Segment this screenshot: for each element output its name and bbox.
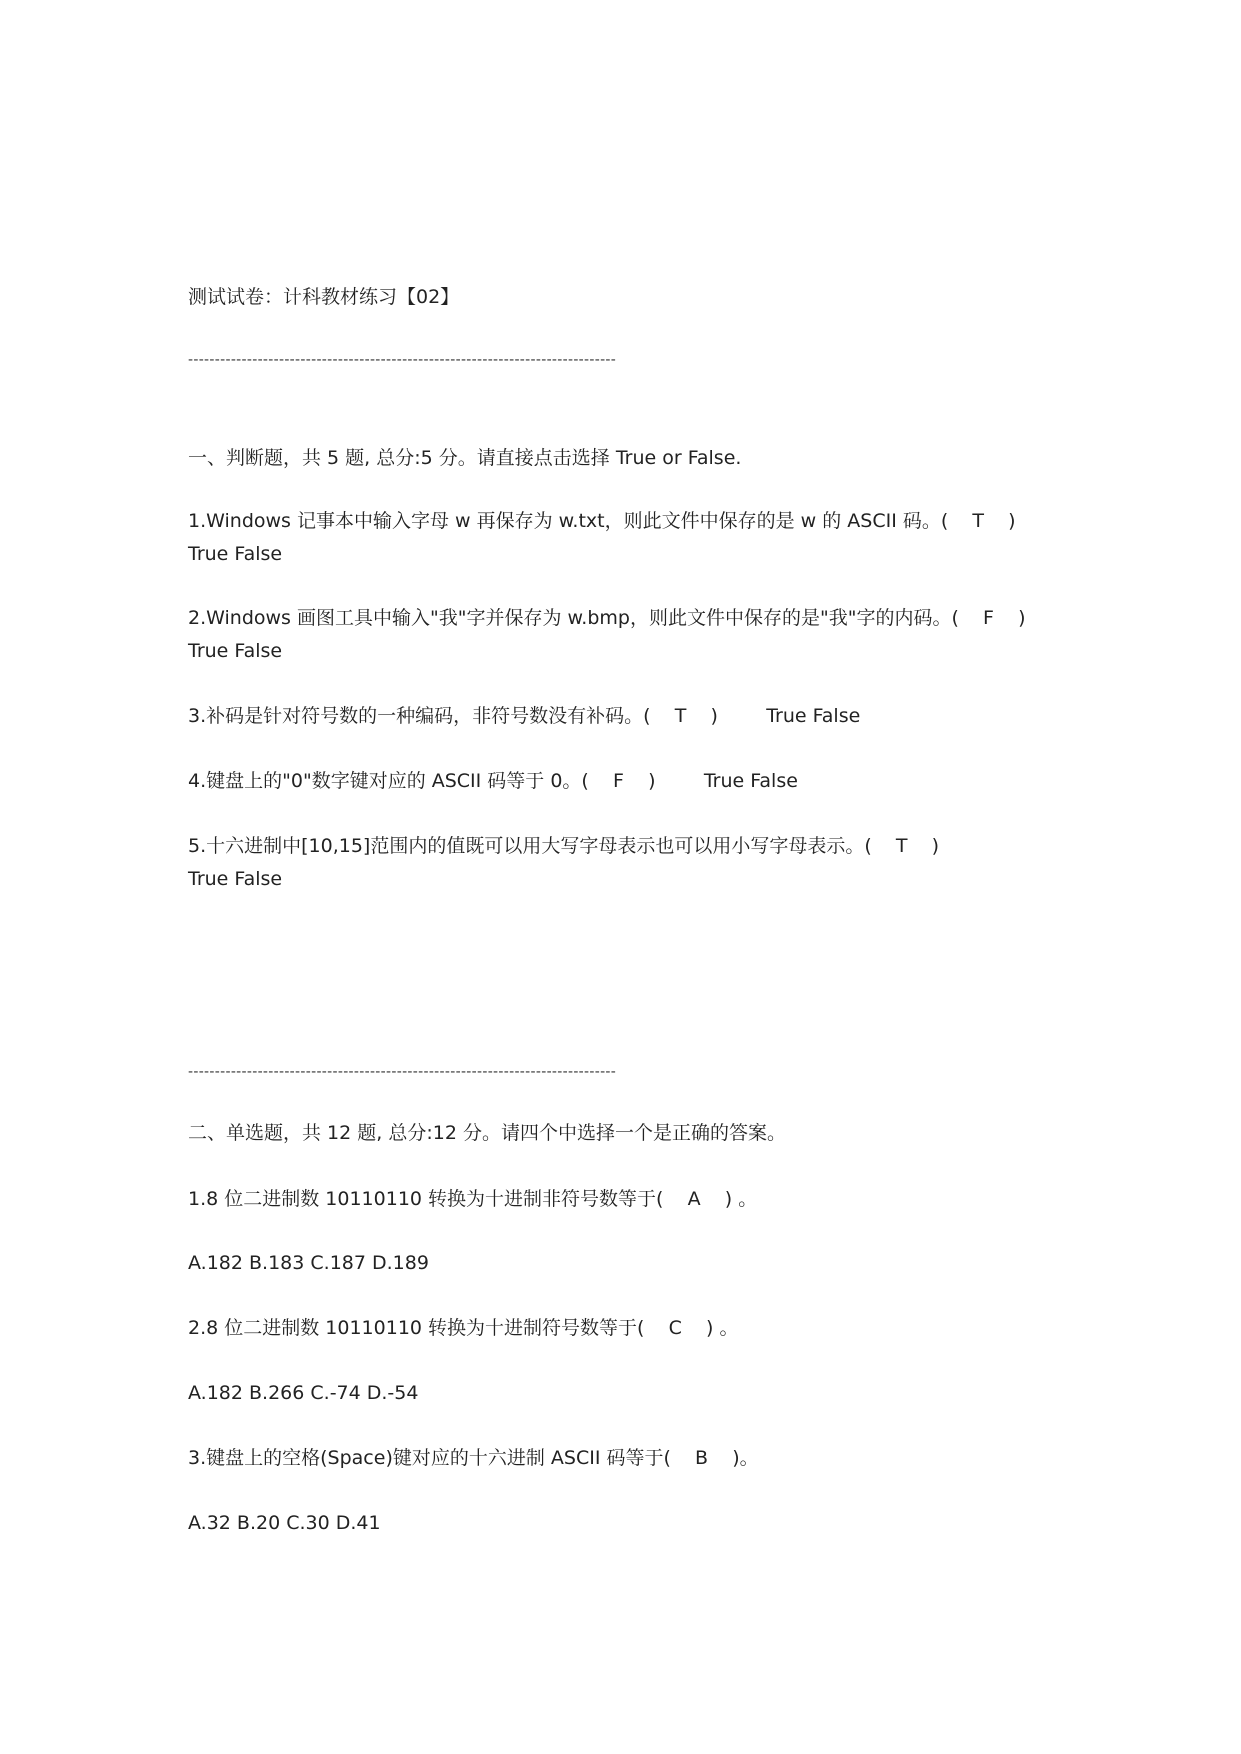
choice-question: 3.键盘上的空格(Space)键对应的十六进制 ASCII 码等于( B )。 — [188, 1447, 759, 1469]
tf-question: 4.键盘上的"0"数字键对应的 ASCII 码等于 0。( F ) True False — [188, 770, 798, 792]
choice-options: A.182 B.266 C.-74 D.-54 — [188, 1382, 419, 1404]
divider-middle: -------------------------------------------------------------------------------- — [188, 1064, 617, 1080]
tf-question: 1.Windows 记事本中输入字母 w 再保存为 w.txt，则此文件中保存的是 w 的 ASCII 码。( T ) — [188, 510, 1016, 532]
divider-top: -------------------------------------------------------------------------------- — [188, 352, 617, 368]
choice-options: A.182 B.183 C.187 D.189 — [188, 1252, 429, 1274]
choice-question: 1.8 位二进制数 10110110 转换为十进制非符号数等于( A ) 。 — [188, 1188, 758, 1210]
tf-question: 5.十六进制中[10,15]范围内的值既可以用大写字母表示也可以用小写字母表示。( T ) — [188, 835, 940, 857]
tf-question: 3.补码是针对符号数的一种编码，非符号数没有补码。( T ) True False — [188, 705, 861, 727]
choice-question: 2.8 位二进制数 10110110 转换为十进制符号数等于( C ) 。 — [188, 1317, 739, 1339]
tf-options: True False — [188, 640, 283, 662]
section-heading: 一、判断题，共 5 题, 总分:5 分。请直接点击选择 True or False. — [188, 447, 742, 469]
tf-question: 2.Windows 画图工具中输入"我"字并保存为 w.bmp，则此文件中保存的是"我"字的内码。( F ) — [188, 607, 1026, 629]
choice-options: A.32 B.20 C.30 D.41 — [188, 1512, 381, 1534]
section-heading: 二、单选题，共 12 题, 总分:12 分。请四个中选择一个是正确的答案。 — [188, 1122, 786, 1144]
tf-options: True False — [188, 543, 283, 565]
tf-options: True False — [188, 868, 283, 890]
exam-title: 测试试卷：计科教材练习【02】 — [188, 286, 460, 308]
